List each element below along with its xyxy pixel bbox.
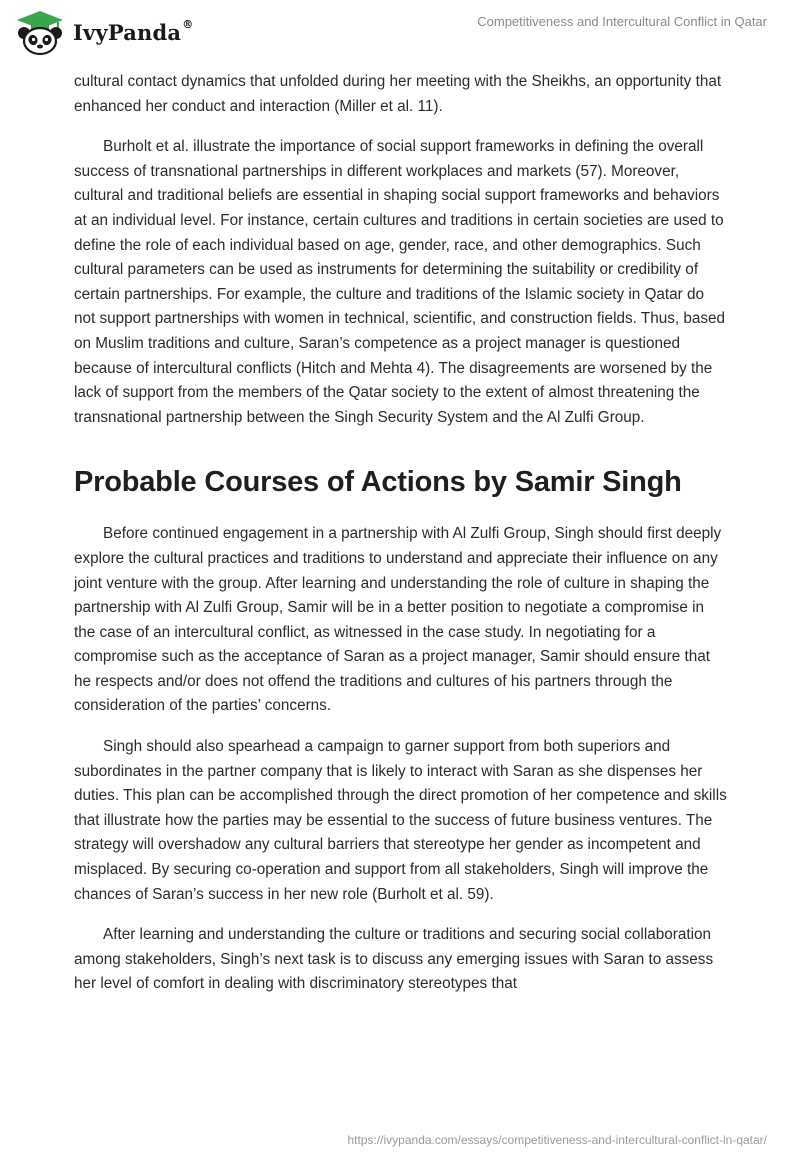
essay-body <box>74 70 728 1013</box>
document-title: Competitiveness and Intercultural Conflict in Qatar <box>477 14 767 29</box>
panda-graduate-icon <box>14 8 66 56</box>
page-header <box>0 0 800 72</box>
paragraph-3: Before continued engagement in a partnership with Al Zulfi Group, Singh should first deeply explore the cultural practices and traditions to understand and appreciate their influence on any joint venture with the group. After learning and understanding the role of culture in shaping the partnership with Al Zulfi Group, Samir will be in a better position to negotiate a compromise in the case of an intercultural conflict, as witnessed in the case study. In negotiating for a compromise such as the acceptance of Saran as a project manager, Samir should ensure that he respects and/or does not offend the traditions and cultures of his partners through the consideration of the parties’ concerns. <box>74 525 722 715</box>
brand-name: IvyPanda® <box>73 17 194 45</box>
paragraph-5: After learning and understanding the culture or traditions and securing social collaboration among stakeholders, Singh’s next task is to discuss any emerging issues with Saran to assess her level of comfort in dealing with discriminatory stereotypes that <box>74 926 714 993</box>
paragraph-4: Singh should also spearhead a campaign to garner support from both superiors and subordinates in the partner company that is likely to interact with Saran as she dispenses her duties. This plan can be accomplished through the direct promotion of her competence and skills that illustrate how the parties may be essential to the success of future business ventures. The strategy will overshadow any cultural barriers that stereotype her gender as incompetent and misplaced. By securing co-operation and support from all stakeholders, Singh will improve the chances of Saran’s success in her new role (Burholt et al. 59). <box>74 738 727 903</box>
source-url-link[interactable]: https://ivypanda.com/essays/competitiveness-and-intercultural-conflict-in-qatar/ <box>347 1133 767 1147</box>
paragraph-2: Burholt et al. illustrate the importance of social support frameworks in defining the overall success of transnational partnerships in different workplaces and markets (57). Moreover, cultural and traditional beliefs are essential in shaping social support frameworks and behaviors at an individual level. For instance, certain cultures and traditions in certain societies are used to define the role of each individual based on age, gender, race, and other demographics. Such cultural parameters can be used as instruments for determining the suitability or credibility of certain partnerships. For example, the culture and traditions of the Islamic society in Qatar do not support partnerships with women in technical, scientific, and construction fields. Thus, based on Muslim traditions and culture, Saran’s competence as a project manager is questioned because of intercultural conflicts (Hitch and Mehta 4). The disagreements are worsened by the lack of support from the members of the Qatar society to the extent of almost threatening the transnational partnership between the Singh Security System and the Al Zulfi Group. <box>74 138 726 426</box>
paragraph-1: cultural contact dynamics that unfolded during her meeting with the Sheikhs, an opportunity that enhanced her conduct and interaction (Miller et al. 11). <box>74 73 722 115</box>
ivypanda-logo[interactable] <box>14 8 193 56</box>
section-heading: Probable Courses of Actions by Samir Singh <box>74 466 682 499</box>
